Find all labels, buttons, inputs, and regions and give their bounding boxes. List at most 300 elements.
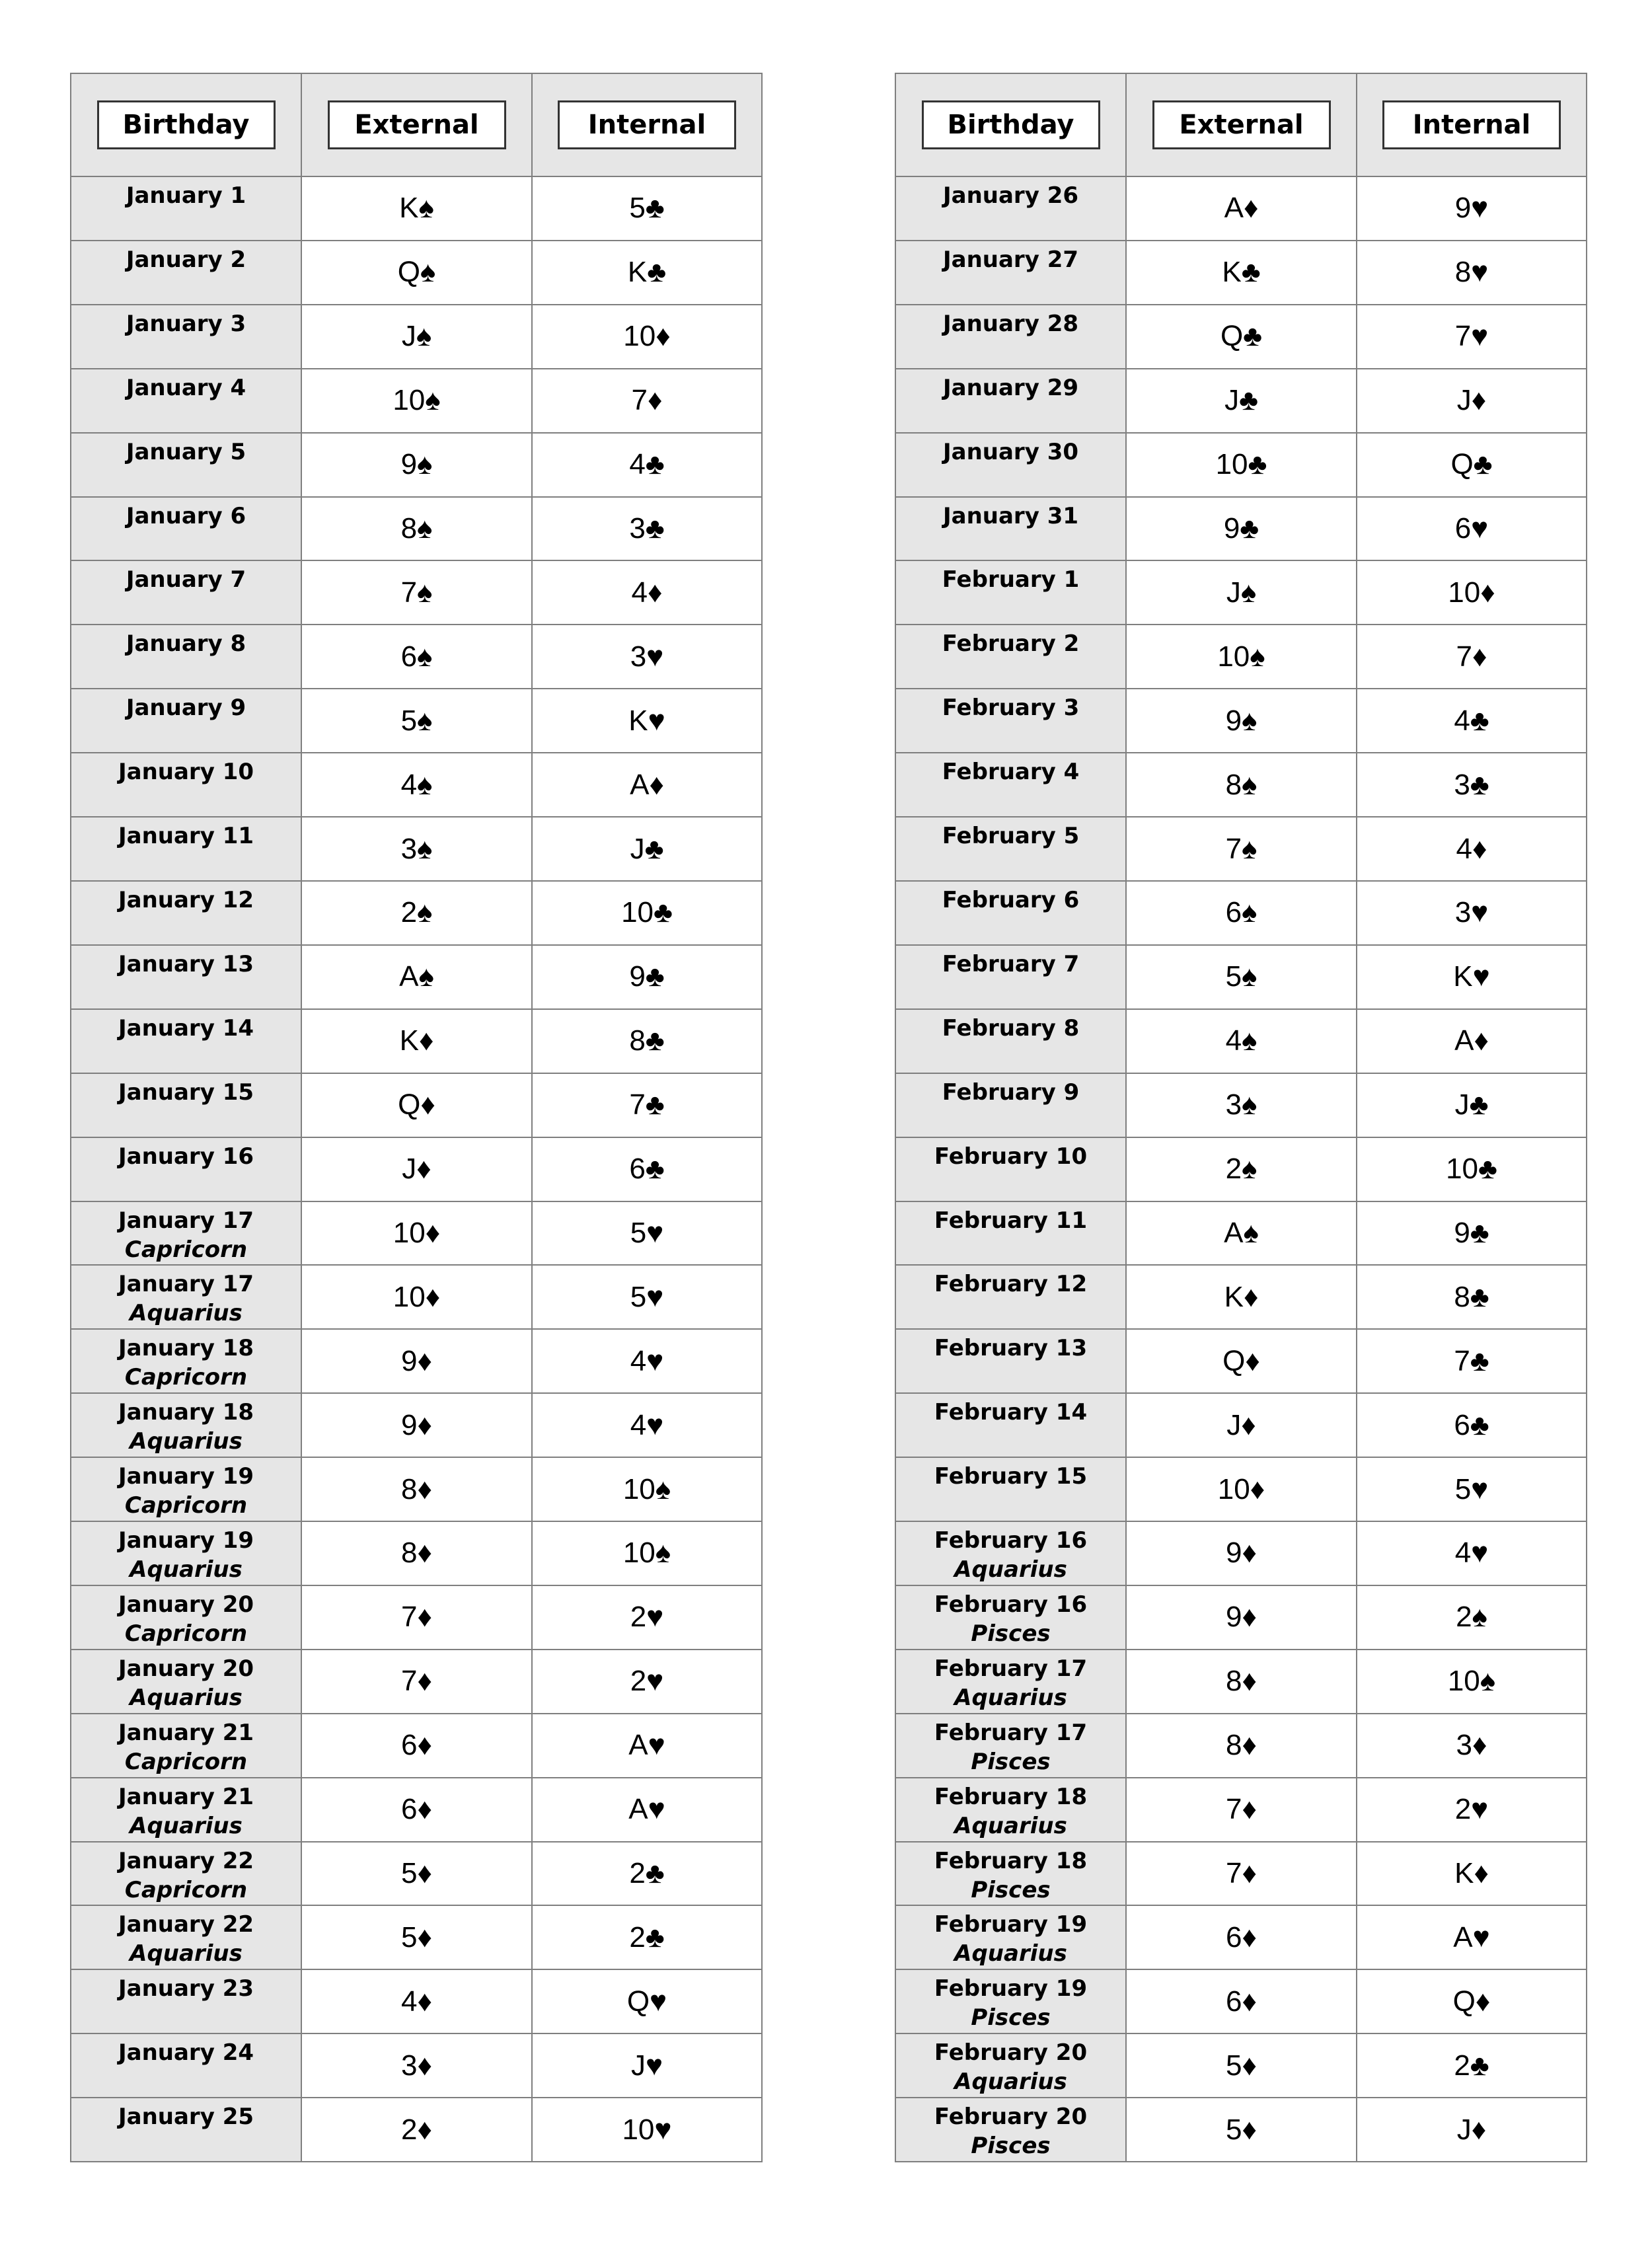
birthday-date: February 16: [934, 1527, 1088, 1554]
internal-card: 3♦: [1456, 1729, 1487, 1762]
birthday-cell: [71, 1330, 302, 1392]
external-card: 6♦: [302, 1778, 533, 1841]
birthday-date: January 30: [942, 438, 1079, 465]
external-card: 8♦: [1127, 1650, 1357, 1713]
external-card: 6♠: [302, 625, 533, 688]
birthday-cell: [896, 753, 1127, 816]
table-row: [71, 1906, 761, 1970]
external-card: 7♦: [302, 1650, 533, 1713]
birthday-date: January 2: [126, 246, 246, 273]
header-internal: Internal: [1382, 100, 1561, 149]
zodiac-sign: Aquarius: [130, 1428, 243, 1455]
internal-card: 2♥: [1454, 1793, 1489, 1826]
birthday-cell: [71, 241, 302, 304]
table-row: [71, 817, 761, 882]
external-card: 7♦: [1127, 1778, 1357, 1841]
external-card: K♣: [1127, 241, 1357, 304]
table-row: [896, 241, 1586, 305]
internal-card: 3♣: [1454, 768, 1489, 801]
table-row: [896, 2034, 1586, 2098]
external-card: 5♦: [1127, 2098, 1357, 2161]
birthday-date: February 16: [934, 1591, 1088, 1618]
table-row: [896, 946, 1586, 1010]
birthday-date: February 17: [934, 1655, 1088, 1682]
birthday-date: February 20: [934, 2039, 1088, 2067]
internal-card: 2♣: [629, 1920, 665, 1954]
birthday-cell: [71, 1906, 302, 1969]
table-row: [71, 2098, 761, 2161]
external-card: 8♦: [302, 1458, 533, 1521]
internal-card: 9♥: [1454, 192, 1489, 225]
external-card: 9♦: [1127, 1522, 1357, 1585]
external-card: 6♦: [1127, 1906, 1357, 1969]
birthday-cell: [71, 561, 302, 624]
birthday-date: January 19: [118, 1527, 254, 1554]
table-row: [71, 1330, 761, 1394]
birthday-cell: [896, 305, 1127, 368]
birthday-cell: [896, 882, 1127, 944]
external-card: 9♦: [1127, 1586, 1357, 1649]
internal-card: J♥: [630, 2049, 663, 2082]
birthday-date: January 23: [118, 1975, 254, 2002]
birthday-cell: [71, 177, 302, 240]
zodiac-sign: Aquarius: [130, 1940, 243, 1967]
external-card: 8♦: [302, 1522, 533, 1585]
birthday-cell: [71, 1970, 302, 2033]
table-row: [896, 1842, 1586, 1907]
zodiac-sign: Pisces: [971, 2133, 1051, 2160]
birthday-table-right: [895, 73, 1587, 2162]
external-card: 5♠: [1127, 946, 1357, 1008]
birthday-date: January 20: [118, 1591, 254, 1618]
table-row: [896, 434, 1586, 498]
internal-card: 3♥: [630, 640, 664, 673]
external-card: 9♠: [1127, 689, 1357, 752]
zodiac-sign: Aquarius: [130, 1684, 243, 1711]
table-row: [896, 1458, 1586, 1522]
external-card: 6♦: [1127, 1970, 1357, 2033]
external-card: 9♦: [302, 1330, 533, 1392]
table-row: [71, 1458, 761, 1522]
zodiac-sign: Capricorn: [124, 1236, 248, 1263]
birthday-cell: [896, 689, 1127, 752]
external-card: 10♦: [1127, 1458, 1357, 1521]
external-card: 8♦: [1127, 1714, 1357, 1777]
external-card: 3♦: [302, 2034, 533, 2097]
birthday-date: January 22: [118, 1847, 254, 1874]
zodiac-sign: Capricorn: [124, 1748, 248, 1775]
table-header: [896, 74, 1586, 177]
internal-card: K♥: [1453, 960, 1490, 993]
birthday-cell: [71, 2034, 302, 2097]
table-row: [896, 1138, 1586, 1202]
internal-card: 7♣: [629, 1088, 665, 1121]
table-row: [896, 1778, 1586, 1842]
table-row: [71, 2034, 761, 2098]
internal-card: 7♦: [1456, 640, 1487, 673]
birthday-date: January 20: [118, 1655, 254, 1682]
internal-card: 5♥: [630, 1216, 664, 1249]
birthday-date: January 25: [118, 2104, 254, 2131]
external-card: 5♠: [302, 689, 533, 752]
birthday-cell: [71, 1714, 302, 1777]
table-row: [71, 1202, 761, 1266]
internal-card: 4♦: [1456, 832, 1487, 865]
external-card: 7♦: [302, 1586, 533, 1649]
zodiac-sign: Aquarius: [954, 1556, 1067, 1583]
internal-card: 3♥: [1454, 896, 1489, 929]
external-card: K♦: [1127, 1266, 1357, 1328]
internal-card: 4♣: [629, 448, 665, 481]
external-card: 10♣: [1127, 434, 1357, 496]
zodiac-sign: Capricorn: [124, 1364, 248, 1391]
external-card: Q♦: [1127, 1330, 1357, 1392]
table-row: [896, 1650, 1586, 1714]
table-row: [896, 1010, 1586, 1074]
external-card: 2♦: [302, 2098, 533, 2161]
birthday-cell: [896, 1138, 1127, 1201]
table-row: [896, 498, 1586, 562]
birthday-cell: [896, 177, 1127, 240]
table-row: [896, 305, 1586, 369]
birthday-cell: [71, 1842, 302, 1905]
table-row: [71, 1714, 761, 1778]
external-card: 6♦: [302, 1714, 533, 1777]
external-card: 10♠: [302, 369, 533, 432]
birthday-date: February 3: [942, 695, 1080, 722]
internal-card: Q♥: [626, 1985, 667, 2018]
birthday-cell: [71, 1074, 302, 1137]
birthday-date: January 6: [126, 502, 246, 529]
table-row: [896, 1906, 1586, 1970]
birthday-cell: [71, 625, 302, 688]
external-card: A♠: [1127, 1202, 1357, 1265]
internal-card: 4♣: [1454, 704, 1489, 737]
internal-card: J♣: [1454, 1088, 1489, 1121]
birthday-date: February 18: [934, 1783, 1088, 1810]
external-card: 8♠: [1127, 753, 1357, 816]
zodiac-sign: Aquarius: [954, 2069, 1067, 2096]
birthday-date: February 12: [934, 1271, 1088, 1298]
birthday-cell: [896, 1650, 1127, 1713]
internal-card: 10♠: [622, 1537, 671, 1570]
birthday-date: January 24: [118, 2039, 254, 2067]
birthday-date: January 17: [118, 1207, 254, 1234]
external-card: 8♠: [302, 498, 533, 560]
internal-card: 10♠: [622, 1472, 671, 1505]
external-card: 7♠: [1127, 817, 1357, 880]
header-external: External: [328, 100, 506, 149]
birthday-date: February 13: [934, 1335, 1088, 1362]
internal-card: 5♥: [630, 1280, 664, 1313]
external-card: J♦: [1127, 1394, 1357, 1457]
external-card: 5♦: [1127, 2034, 1357, 2097]
external-card: 3♠: [302, 817, 533, 880]
internal-card: 3♣: [629, 512, 665, 545]
table-row: [71, 1074, 761, 1138]
internal-card: 10♥: [622, 2113, 672, 2146]
birthday-cell: [896, 434, 1127, 496]
table-row: [896, 369, 1586, 434]
birthday-date: January 21: [118, 1783, 254, 1810]
birthday-date: February 10: [934, 1143, 1088, 1170]
birthday-date: January 21: [118, 1719, 254, 1746]
internal-card: K♣: [627, 256, 667, 289]
birthday-date: January 26: [942, 182, 1079, 209]
internal-card: J♦: [1456, 2113, 1487, 2146]
zodiac-sign: Aquarius: [130, 1300, 243, 1327]
birthday-date: January 17: [118, 1271, 254, 1298]
external-card: 10♦: [302, 1202, 533, 1265]
birthday-date: January 13: [118, 950, 254, 977]
external-card: J♠: [1127, 561, 1357, 624]
birthday-date: January 3: [126, 310, 246, 337]
birthday-cell: [71, 305, 302, 368]
external-card: 2♠: [302, 882, 533, 944]
birthday-cell: [896, 1778, 1127, 1841]
birthday-date: January 19: [118, 1463, 254, 1490]
external-card: 4♠: [302, 753, 533, 816]
birthday-date: February 1: [942, 566, 1080, 593]
internal-card: K♥: [628, 704, 665, 737]
birthday-cell: [896, 1842, 1127, 1905]
table-row: [71, 498, 761, 562]
birthday-date: January 22: [118, 1911, 254, 1938]
birthday-date: January 10: [118, 759, 254, 786]
table-row: [71, 1778, 761, 1842]
birthday-cell: [71, 1586, 302, 1649]
zodiac-sign: Capricorn: [124, 1492, 248, 1519]
external-card: 10♦: [302, 1266, 533, 1328]
internal-card: 8♣: [1454, 1280, 1489, 1313]
zodiac-sign: Capricorn: [124, 1620, 248, 1647]
external-card: Q♣: [1127, 305, 1357, 368]
birthday-date: February 20: [934, 2104, 1088, 2131]
internal-card: 2♣: [629, 1857, 665, 1890]
external-card: K♠: [302, 177, 533, 240]
table-row: [896, 1970, 1586, 2034]
internal-card: 10♦: [1448, 576, 1495, 609]
internal-card: 10♣: [621, 896, 673, 929]
internal-card: 6♣: [1454, 1408, 1489, 1441]
table-row: [71, 625, 761, 689]
birthday-date: January 18: [118, 1335, 254, 1362]
birthday-cell: [71, 1202, 302, 1265]
zodiac-sign: Pisces: [971, 1748, 1051, 1775]
table-header: [71, 74, 761, 177]
birthday-date: February 19: [934, 1911, 1088, 1938]
table-row: [896, 1202, 1586, 1266]
table-row: [896, 1330, 1586, 1394]
internal-card: 2♥: [630, 1665, 664, 1698]
table-row: [71, 1266, 761, 1330]
internal-card: A♥: [628, 1793, 665, 1826]
zodiac-sign: Pisces: [971, 1620, 1051, 1647]
table-row: [896, 1522, 1586, 1586]
birthday-date: January 14: [118, 1014, 254, 1042]
table-row: [71, 434, 761, 498]
table-row: [71, 177, 761, 241]
birthday-date: February 2: [942, 630, 1080, 658]
internal-card: J♦: [1456, 384, 1487, 417]
birthday-cell: [896, 817, 1127, 880]
birthday-date: January 7: [126, 566, 246, 593]
birthday-cell: [71, 882, 302, 944]
internal-card: 4♦: [631, 576, 663, 609]
table-row: [896, 1074, 1586, 1138]
internal-card: 10♣: [1446, 1153, 1497, 1186]
external-card: Q♦: [302, 1074, 533, 1137]
birthday-date: January 28: [942, 310, 1079, 337]
birthday-date: February 9: [942, 1079, 1080, 1106]
birthday-cell: [71, 1650, 302, 1713]
external-card: 9♦: [302, 1394, 533, 1457]
internal-card: K♦: [1454, 1857, 1489, 1890]
birthday-date: January 9: [126, 695, 246, 722]
table-row: [71, 1842, 761, 1907]
internal-card: 7♦: [631, 384, 663, 417]
zodiac-sign: Pisces: [971, 1876, 1051, 1903]
birthday-cell: [71, 946, 302, 1008]
birthday-cell: [71, 1778, 302, 1841]
birthday-cell: [896, 1202, 1127, 1265]
birthday-date: January 29: [942, 374, 1079, 401]
external-card: 2♠: [1127, 1138, 1357, 1201]
external-card: A♠: [302, 946, 533, 1008]
table-row: [896, 625, 1586, 689]
table-row: [71, 753, 761, 817]
birthday-date: January 12: [118, 886, 254, 913]
table-row: [896, 2098, 1586, 2161]
table-body: [896, 177, 1586, 2161]
internal-card: 2♠: [1456, 1601, 1487, 1634]
external-card: 4♠: [1127, 1010, 1357, 1073]
table-row: [896, 1394, 1586, 1458]
table-row: [896, 1266, 1586, 1330]
internal-card: 6♥: [1454, 512, 1489, 545]
external-card: 9♣: [1127, 498, 1357, 560]
table-row: [896, 753, 1586, 817]
birthday-date: February 14: [934, 1399, 1088, 1426]
birthday-date: January 15: [118, 1079, 254, 1106]
internal-card: 10♦: [623, 320, 671, 353]
birthday-date: January 11: [118, 823, 254, 850]
table-row: [71, 241, 761, 305]
internal-card: 8♥: [1454, 256, 1489, 289]
table-row: [896, 882, 1586, 946]
table-row: [71, 882, 761, 946]
birthday-cell: [896, 1010, 1127, 1073]
birthday-cell: [896, 1522, 1127, 1585]
table-row: [896, 689, 1586, 753]
birthday-cell: [71, 1458, 302, 1521]
birthday-date: February 17: [934, 1719, 1088, 1746]
external-card: Q♠: [302, 241, 533, 304]
header-birthday: Birthday: [922, 100, 1100, 149]
zodiac-sign: Capricorn: [124, 1876, 248, 1903]
internal-card: 2♣: [1454, 2049, 1489, 2082]
header-birthday: Birthday: [97, 100, 276, 149]
birthday-cell: [71, 817, 302, 880]
birthday-cell: [71, 753, 302, 816]
internal-card: 2♥: [630, 1601, 664, 1634]
table-row: [71, 369, 761, 434]
birthday-cell: [896, 1906, 1127, 1969]
birthday-date: January 5: [126, 438, 246, 465]
birthday-date: February 11: [934, 1207, 1088, 1234]
birthday-date: February 5: [942, 823, 1080, 850]
table-row: [71, 1586, 761, 1650]
birthday-date: February 7: [942, 950, 1080, 977]
internal-card: 7♣: [1454, 1344, 1489, 1377]
zodiac-sign: Aquarius: [130, 1812, 243, 1839]
internal-card: 8♣: [629, 1024, 665, 1057]
birthday-date: January 16: [118, 1143, 254, 1170]
table-row: [71, 1650, 761, 1714]
external-card: 4♦: [302, 1970, 533, 2033]
birthday-cell: [896, 2098, 1127, 2161]
header-external: External: [1152, 100, 1331, 149]
external-card: A♦: [1127, 177, 1357, 240]
internal-card: 4♥: [630, 1408, 664, 1441]
table-row: [71, 1970, 761, 2034]
internal-card: A♦: [630, 768, 664, 801]
table-body: [71, 177, 761, 2161]
external-card: 6♠: [1127, 882, 1357, 944]
birthday-cell: [896, 1586, 1127, 1649]
zodiac-sign: Aquarius: [954, 1684, 1067, 1711]
birthday-table-left: [70, 73, 763, 2162]
birthday-date: February 8: [942, 1014, 1080, 1042]
birthday-cell: [896, 561, 1127, 624]
birthday-cell: [71, 498, 302, 560]
birthday-cell: [896, 1394, 1127, 1457]
birthday-cell: [71, 2098, 302, 2161]
birthday-date: February 19: [934, 1975, 1088, 2002]
birthday-date: January 1: [126, 182, 246, 209]
table-row: [71, 1394, 761, 1458]
table-row: [71, 1010, 761, 1074]
table-row: [71, 689, 761, 753]
internal-card: 5♣: [629, 192, 665, 225]
birthday-date: January 27: [942, 246, 1079, 273]
internal-card: A♥: [1453, 1920, 1490, 1954]
table-row: [71, 946, 761, 1010]
birthday-date: February 18: [934, 1847, 1088, 1874]
external-card: J♠: [302, 305, 533, 368]
internal-card: 9♣: [1454, 1216, 1489, 1249]
birthday-cell: [71, 1522, 302, 1585]
external-card: J♣: [1127, 369, 1357, 432]
zodiac-sign: Pisces: [971, 2004, 1051, 2032]
birthday-cell: [896, 946, 1127, 1008]
external-card: 9♠: [302, 434, 533, 496]
birthday-date: January 31: [942, 502, 1079, 529]
external-card: 7♠: [302, 561, 533, 624]
zodiac-sign: Aquarius: [954, 1940, 1067, 1967]
zodiac-sign: Aquarius: [130, 1556, 243, 1583]
birthday-cell: [896, 241, 1127, 304]
birthday-cell: [896, 1458, 1127, 1521]
birthday-date: January 4: [126, 374, 246, 401]
table-row: [896, 1586, 1586, 1650]
birthday-cell: [71, 689, 302, 752]
birthday-cell: [71, 434, 302, 496]
internal-card: J♣: [630, 832, 664, 865]
internal-card: Q♦: [1452, 1985, 1491, 2018]
internal-card: A♥: [628, 1729, 665, 1762]
birthday-cell: [896, 1074, 1127, 1137]
